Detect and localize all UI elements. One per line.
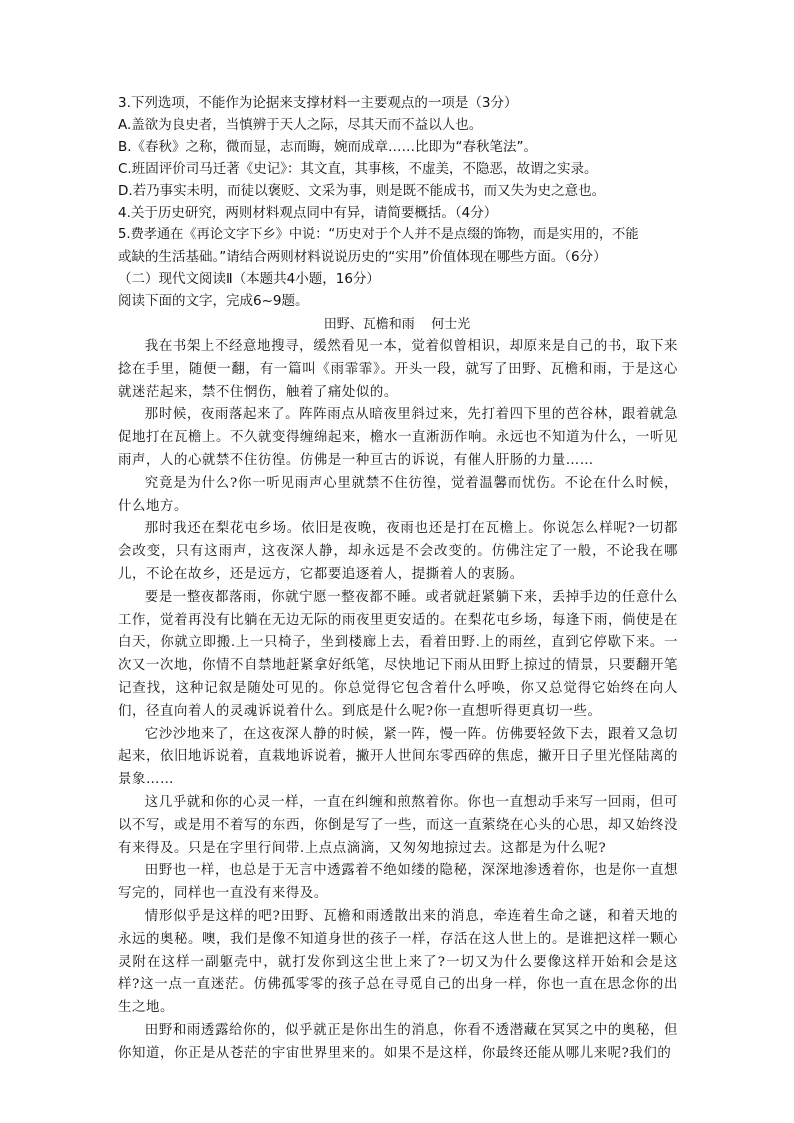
- reading-instruction: 阅读下面的文字，完成6~9题。: [118, 293, 309, 309]
- question-3-stem: 3.下列选项，不能作为论据来支撑材料一主要观点的一项是（3分）: [118, 95, 518, 111]
- question-4: 4.关于历史研究，两则材料观点同中有异，请简要概括。（4分）: [118, 205, 498, 221]
- question-3-option-b: B.《春秋》之称，微而显，志而晦，婉而成章……比即为“春秋笔法”。: [118, 139, 538, 155]
- article-title: 田野、瓦檐和雨 何士光: [323, 317, 471, 332]
- article-paragraph: 要是一整夜都落雨，你就宁愿一整夜都不睡。或者就赶紧躺下来，丢掉手边的任意什么工作，觉着再没有比躺在无边无际的雨夜里更安适的。在梨花屯乡场，每逢下雨，倘使是在白天，你就立即搬.上一只椅子，坐到楼廊上去，看着田野.上的雨丝，直到它停歇下来。一次又一次地，你情不自禁地赶紧拿好纸笔，尽快地记下雨从田野上掠过的情景，只要翻开笔记查找，这种记叙是随处可见的。你总觉得它包含着什么呼唤，你又总觉得它始终在向人们，径直向着人的灵魂诉说着什么。到底是什么呢?你一直想听得更真切一些。: [118, 589, 678, 719]
- article-paragraph: 那时候，夜雨落起来了。阵阵雨点从暗夜里斜过来，先打着四下里的芭谷林，跟着就急促地打在瓦檐上。不久就变得缠绵起来，檐水一直淅沥作响。永远也不知道为什么，一听见雨声，人的心就禁不住彷徨。仿佛是一种亘古的诉说，有催人肝肠的力量……: [118, 407, 678, 468]
- article-paragraph: 究竟是为什么?你一听见雨声心里就禁不住彷徨，觉着温馨而忧伤。不论在什么时候，什么地方。: [118, 475, 678, 514]
- article-paragraph: 情形似乎是这样的吧?田野、瓦檐和雨透散出来的消息，牵连着生命之谜，和着天地的永远的奥秘。噢，我们是像不知道身世的孩子一样，存活在这人世上的。是谁把这样一颗心灵附在这样一副躯壳中，就打发你到这尘世上来了?一切又为什么要像这样开始和会是这样?这一点一直迷茫。仿佛孤零零的孩子总在寻觅自己的出身一样，你也一直在思念你的出生之地。: [118, 908, 678, 1016]
- question-3-option-a: A.盖欲为良史者，当慎辨于天人之际，尽其天而不益以人也。: [118, 117, 483, 133]
- question-5-line-2: 或缺的生活基础。”请结合两则材料说说历史的“实用”价值体现在哪些方面。（6分）: [118, 249, 607, 265]
- article-paragraph: 我在书架上不经意地搜寻，缓然看见一本，觉着似曾相识，却原来是自己的书，取下来捻在手里，随便一翻，有一篇叫《雨霏霏》。开头一段，就写了田野、瓦檐和雨，于是这心就迷茫起来，禁不住惘伤，触着了痛处似的。: [118, 339, 678, 400]
- article-paragraph: 田野也一样，也总是于无言中透露着不绝如缕的隐秘，深深地渗透着你，也是你一直想写完的，同样也一直没有来得及。: [118, 863, 678, 902]
- article-paragraph: 那时我还在梨花屯乡场。依旧是夜晚，夜雨也还是打在瓦檐上。你说怎么样呢?一切都会改变，只有这雨声，这夜深人静，却永远是不会改变的。仿佛注定了一般，不论我在哪儿，不论在故乡，还是远方，它都要追逐着人，提撕着人的衷肠。: [118, 521, 678, 582]
- question-3-option-d: D.若乃事实未明，而徒以褒贬、文采为事，则是既不能成书，而又失为史之意也。: [118, 183, 606, 199]
- question-3-option-c: C.班固评价司马迁著《史记》：其文直，其事核，不虚美，不隐恶，故谓之实录。: [118, 161, 598, 177]
- article-paragraph: 这几乎就和你的心灵一样，一直在纠缠和煎熬着你。你也一直想动手来写一回雨，但可以不写，或是用不着写的东西，你倒是写了一些，而这一直萦绕在心头的心思，却又始终没有来得及。只是在字里行间带.上点点滴滴，又匆匆地掠过去。这都是为什么呢?: [118, 794, 678, 856]
- article-body: [118, 336, 678, 1066]
- question-5-line-1: 5.费孝通在《再论文字下乡》中说：“历史对于个人并不是点缀的饰物，而是实用的，不能: [118, 227, 639, 242]
- section-heading: （二）现代文阅读Ⅱ（本题共4小题，16分）: [118, 271, 380, 287]
- article-paragraph: 田野和雨透露给你的，似乎就正是你出生的消息，你看不透潜藏在冥冥之中的奥秘，但你知道，你正是从苍茫的宇宙世界里来的。如果不是这样，你最终还能从哪儿来呢?我们的: [118, 1022, 678, 1061]
- article-paragraph: 它沙沙地来了，在这夜深人静的时候，紧一阵，慢一阵。仿佛要轻敛下去，跟着又急切起来，依旧地诉说着，直栽地诉说着，撇开人世间东零西碎的焦虑，撇开日子里光怪陆离的景象……: [118, 726, 678, 788]
